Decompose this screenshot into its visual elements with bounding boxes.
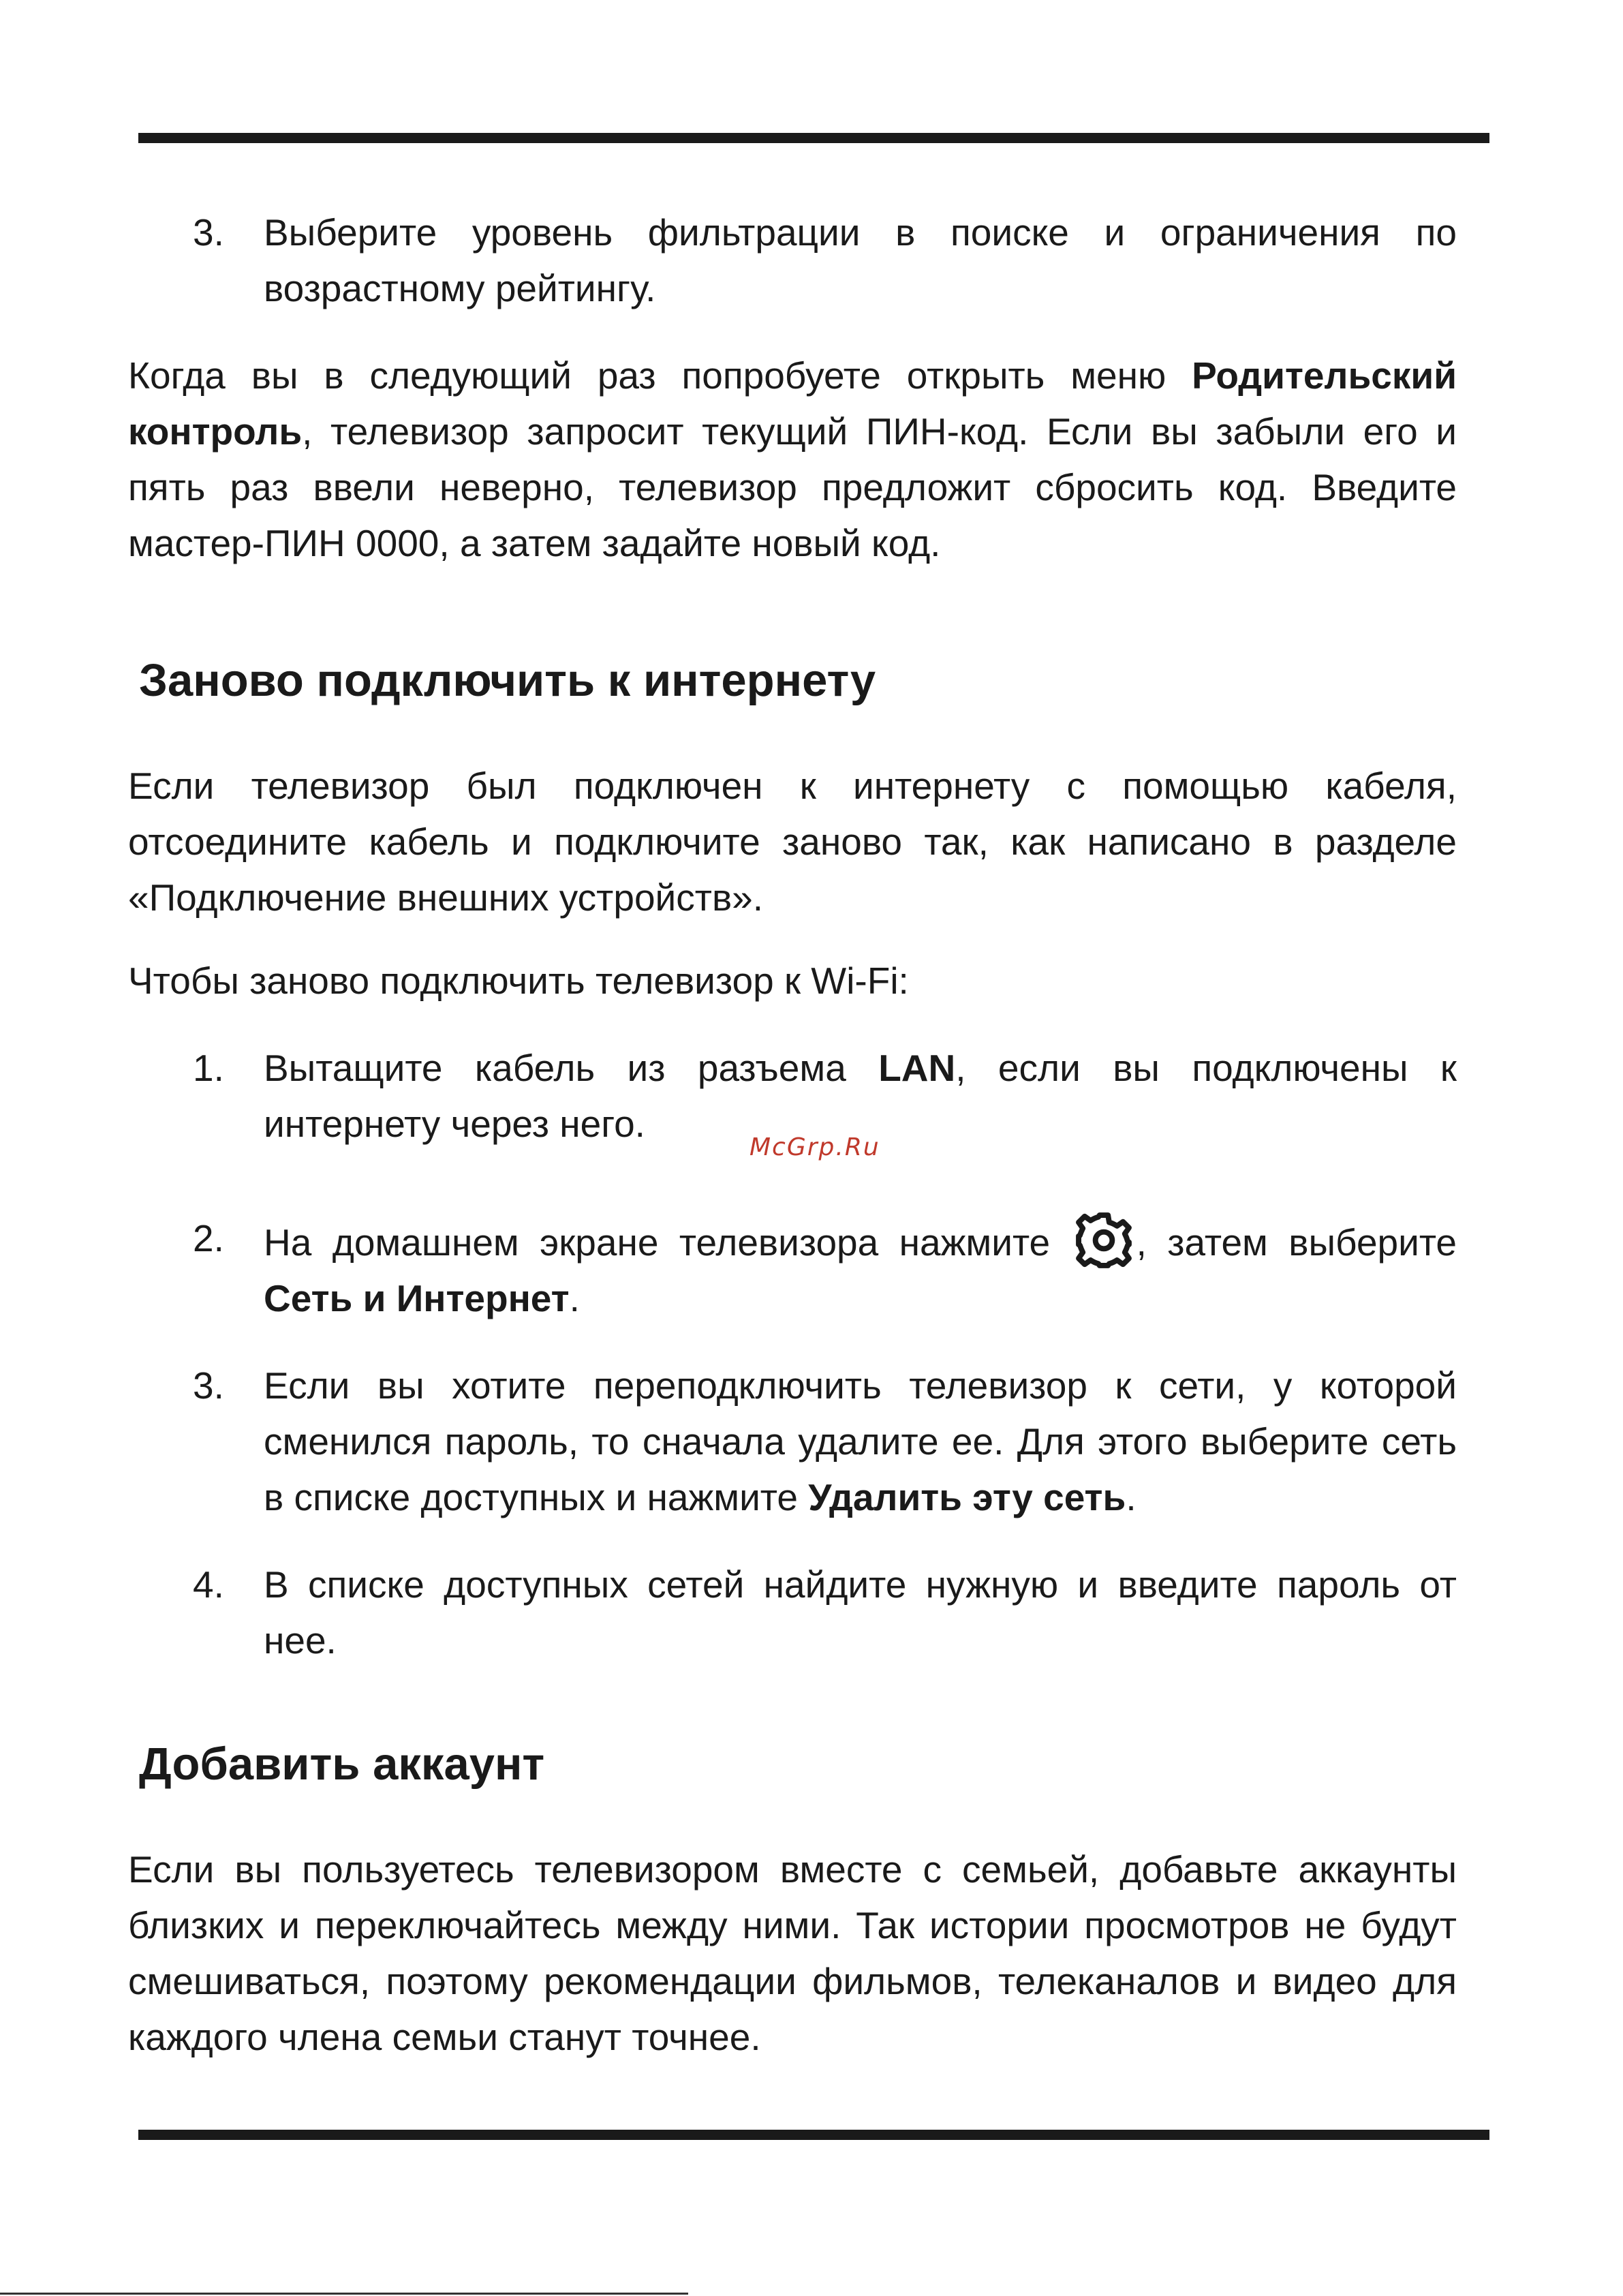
bold-term: LAN [878, 1047, 956, 1089]
paragraph-wifi-intro: Чтобы заново подключить телевизор к Wi-Fi: [128, 960, 909, 1002]
bold-term: Удалить эту сеть [808, 1476, 1126, 1518]
list-item [128, 204, 1457, 316]
list-text: Если вы хотите переподключить телевизор к сети, у которой сменился пароль, то сначала удалите ее. Для этого выберите сеть в списке доступных и нажмите Удалить эту сеть. [264, 1364, 1457, 1518]
list-number: 3. [193, 211, 224, 254]
list-item [128, 1358, 1457, 1525]
list-text: На домашнем экране телевизора нажмите , затем выберите Сеть и Интернет. [264, 1210, 1457, 1326]
list-text: Вытащите кабель из разъема LAN, если вы подключены к интернету через него. [264, 1047, 1457, 1145]
list-number: 4. [193, 1563, 224, 1606]
paragraph-cable: Если телевизор был подключен к интернету с помощью кабеля, отсоедините кабель и подключите заново так, как написано в разделе «Подключение внешних устройств». [128, 765, 1457, 919]
bold-term: Родительский контроль [128, 354, 1457, 453]
list-text: В списке доступных сетей найдите нужную и введите пароль от нее. [264, 1563, 1457, 1662]
gear-icon [1074, 1210, 1134, 1270]
bold-term: Сеть и Интернет [264, 1277, 570, 1319]
list-item [128, 1210, 1457, 1326]
section-heading-reconnect: Заново подключить к интернету [139, 655, 876, 706]
section-heading-add-account: Добавить аккаунт [139, 1739, 545, 1790]
list-item [128, 1557, 1457, 1668]
bottom-rule [138, 2130, 1489, 2140]
footer-line [0, 2293, 688, 2295]
list-number: 3. [193, 1364, 224, 1407]
top-rule [138, 133, 1489, 143]
list-number: 2. [193, 1217, 224, 1259]
list-number: 1. [193, 1047, 224, 1089]
paragraph-add-account: Если вы пользуетесь телевизором вместе с семьей, добавьте аккаунты близких и переключайтесь между ними. Так истории просмотров не будут смешиваться, поэтому рекомендации фильмов, телеканалов и видео для каждого члена семьи станут точнее. [128, 1848, 1457, 2058]
watermark: McGrp.Ru [749, 1133, 880, 1161]
paragraph-parental-control: Когда вы в следующий раз попробуете открыть меню Родительский контроль, телевизор запросит текущий ПИН-код. Если вы забыли его и пять раз ввели неверно, телевизор предложит сбросить код. Введите мастер-ПИН 0000, а затем задайте новый код. [128, 354, 1457, 564]
list-text: Выберите уровень фильтрации в поиске и ограничения по возрастному рейтингу. [264, 211, 1457, 309]
